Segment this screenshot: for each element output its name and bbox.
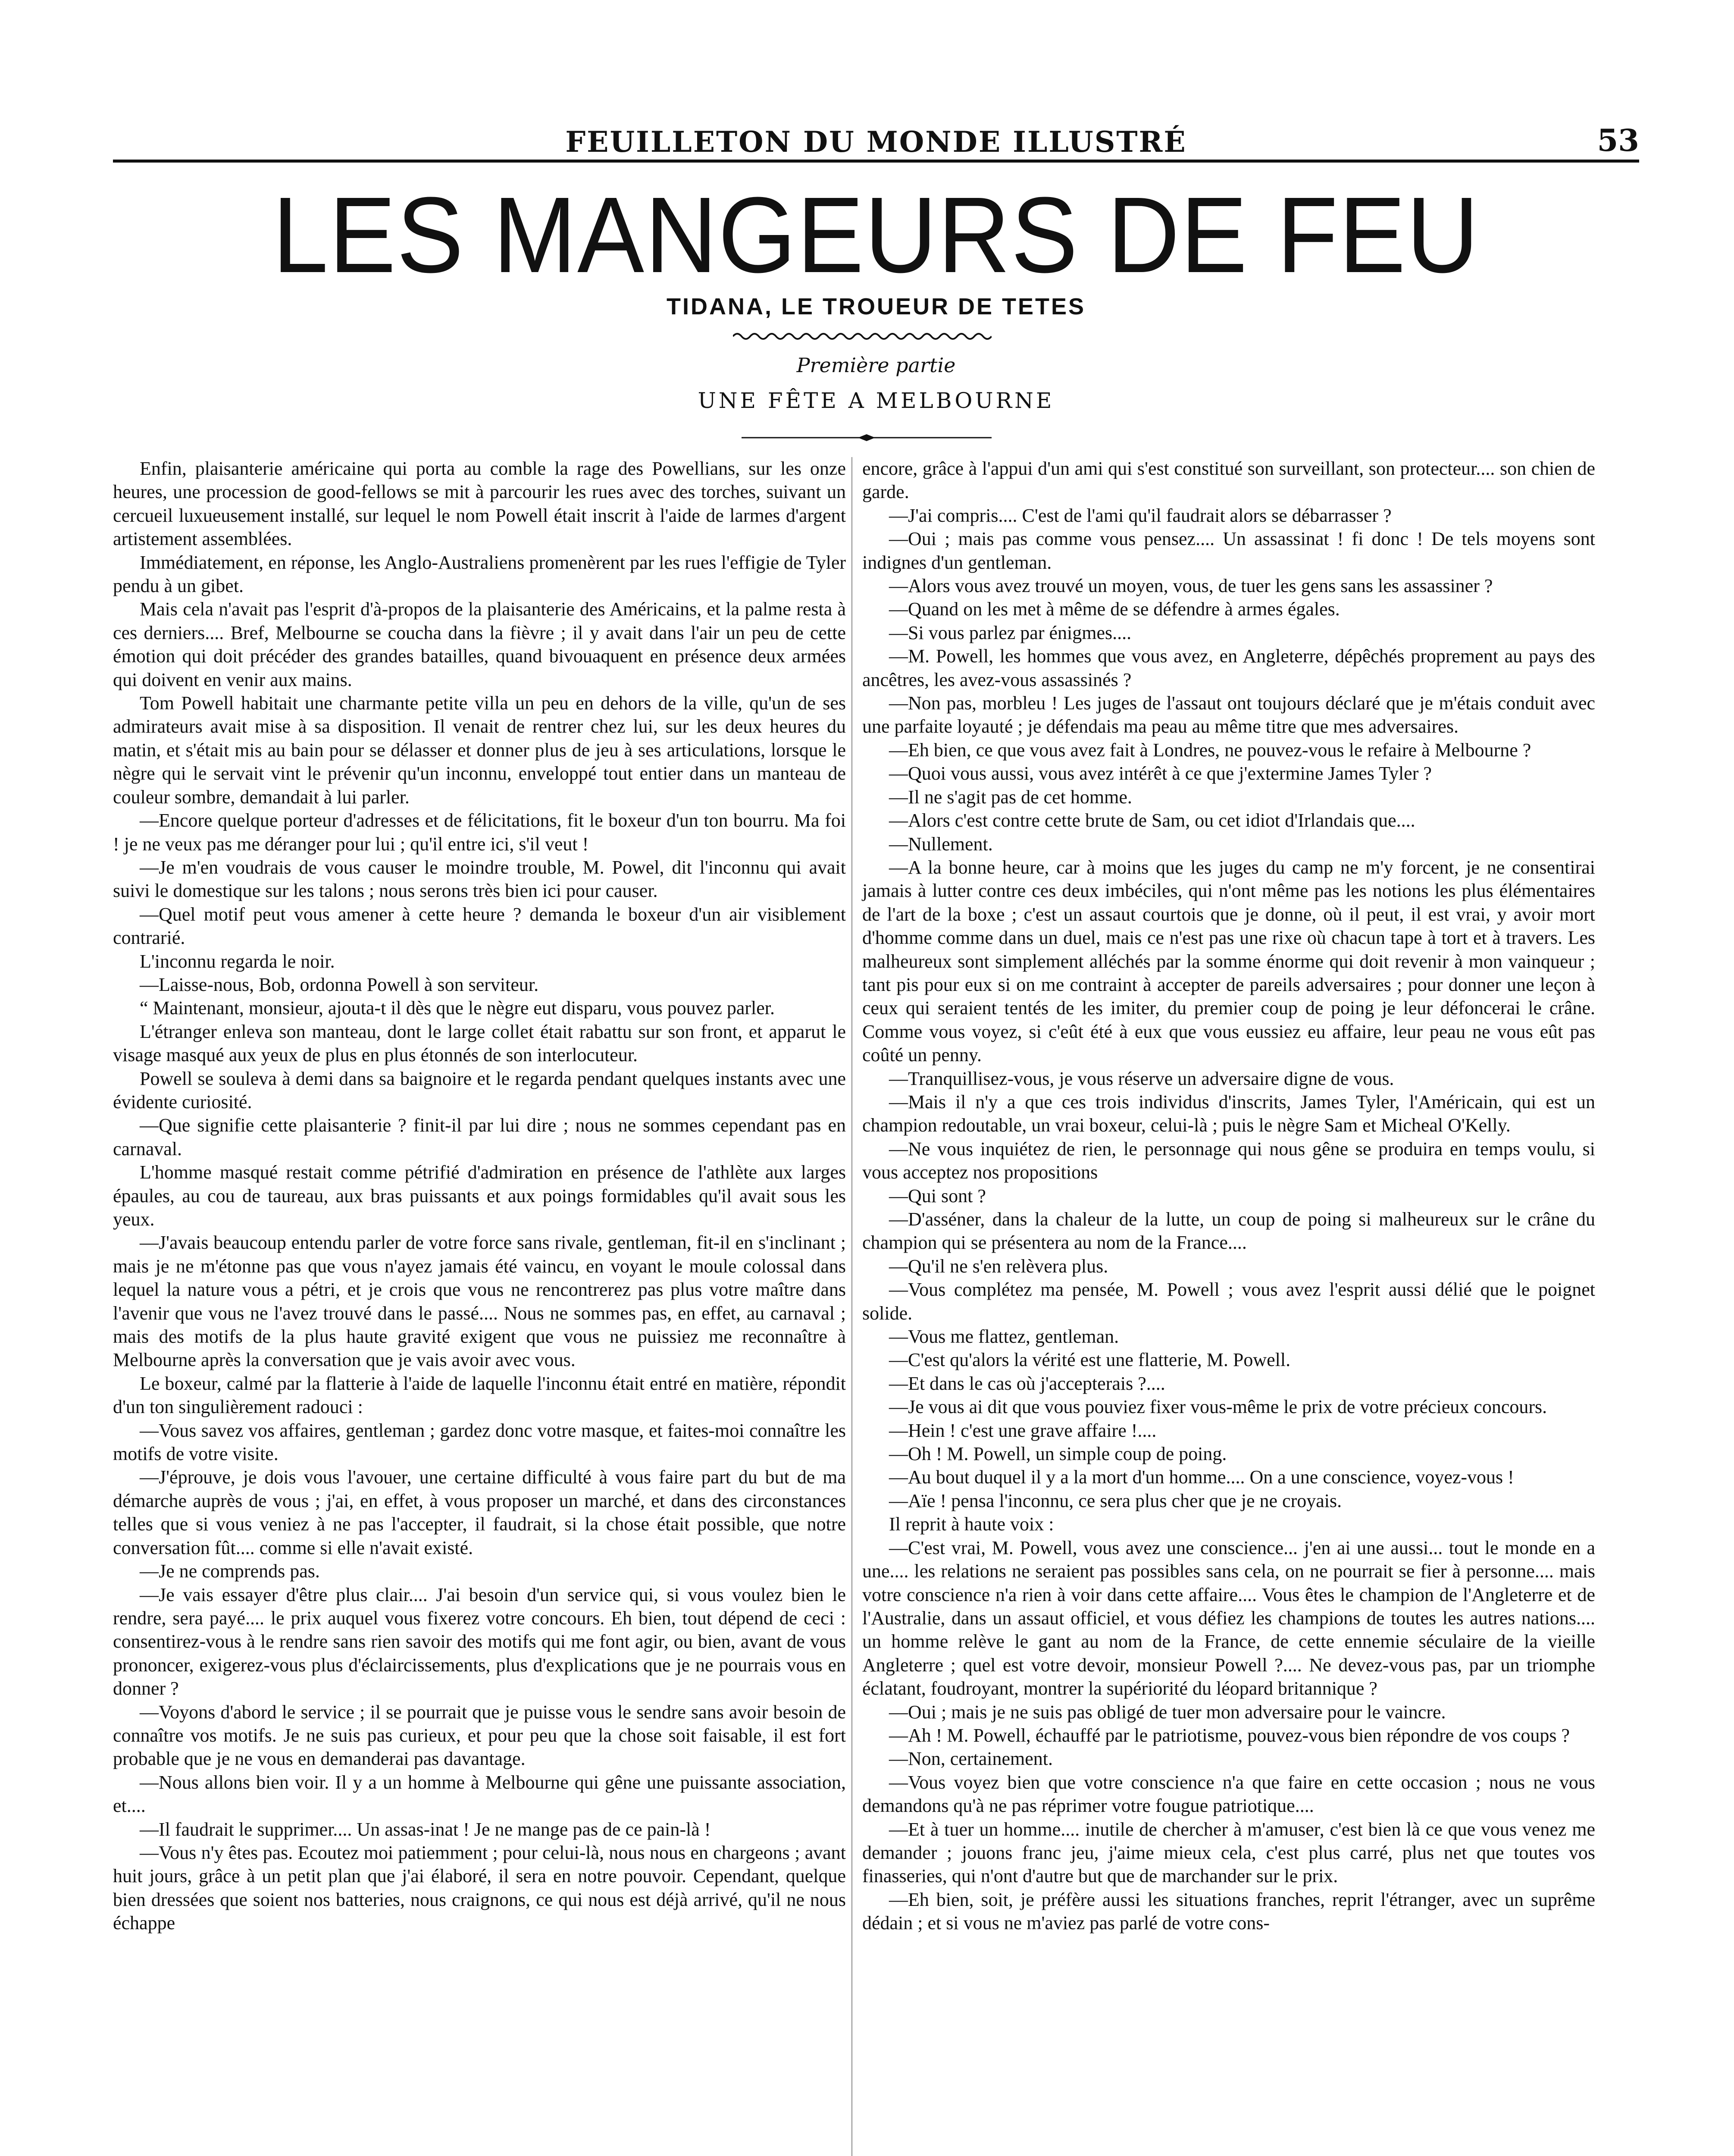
paragraph: —Qui sont ?: [889, 1185, 986, 1206]
paragraph: —Nullement.: [889, 833, 993, 855]
right-column: [862, 457, 1595, 1935]
paragraph: —Je vais essayer d'être plus clair.... J'ai besoin d'un service qui, si vous voulez bien le rendre, sera payé.... le prix auquel vous fixerez votre concours. Eh bien, tout dépend de ceci : consentirez-vous à le rendre sans rien savoir des motifs qui me font agir, ou bien, avant de vous prononcer, exigerez-vous plus d'éclaircissements, plus d'explications que je ne pourrais vous en donner ?: [113, 1584, 846, 1699]
paragraph: —A la bonne heure, car à moins que les juges du camp ne m'y forcent, je ne consentirai jamais à lutter contre ces deux imbéciles, qui n'ont même pas les notions les plus élémentaires de l'art de la boxe ; c'est un assaut courtois que je donne, où il peut, il est vrai, y avoir mort d'homme comme dans un duel, mais ce n'est pas une rixe où chacun tape à tort et à travers. Les malheureux sont simplement alléchés par la somme énorme qui doit revenir à mon vainqueur ; tant pis pour eux si on me contraint à accepter de pareils adversaires ; pour donner une leçon à ceux qui seraient tentés de les imiter, du premier coup de poing je leur défoncerai le crâne. Comme vous voyez, si c'eût été à eux que vous eussiez eu affaire, leur peau ne vous eût pas coûté un penny.: [862, 856, 1595, 1066]
paragraph: Il reprit à haute voix :: [889, 1514, 1054, 1535]
paragraph: —Que signifie cette plaisanterie ? finit-il par lui dire ; nous ne sommes cependant pas en carnaval.: [113, 1115, 846, 1159]
paragraph: —Tranquillisez-vous, je vous réserve un adversaire digne de vous.: [889, 1068, 1394, 1089]
paragraph: —Alors vous avez trouvé un moyen, vous, de tuer les gens sans les assassiner ?: [889, 575, 1493, 597]
paragraph: —Encore quelque porteur d'adresses et de félicitations, fit le boxeur d'un ton bourru. Ma foi ! je ne veux pas me déranger pour lui ; qu'il entre ici, s'il veut !: [113, 810, 846, 855]
paragraph: —Qu'il ne s'en relèvera plus.: [889, 1255, 1108, 1277]
running-header: [113, 122, 1639, 163]
paragraph: —Non, certainement.: [889, 1748, 1053, 1770]
paragraph: —Oui ; mais je ne suis pas obligé de tuer mon adversaire pour le vaincre.: [889, 1701, 1446, 1723]
section-title: UNE FÊTE A MELBOURNE: [698, 388, 1055, 413]
paragraph: —Laisse-nous, Bob, ordonna Powell à son serviteur.: [140, 974, 539, 995]
paragraph: —Oui ; mais pas comme vous pensez.... Un assassinat ! fi donc ! De tels moyens sont indignes d'un gentleman.: [862, 528, 1595, 573]
left-column: [113, 457, 846, 1935]
paragraph: —Au bout duquel il y a la mort d'un homme.... On a une conscience, voyez-vous !: [889, 1467, 1514, 1488]
paragraph: —Vous n'y êtes pas. Ecoutez moi patiemment ; pour celui-là, nous nous en chargeons ; avant huit jours, grâce à un petit plan que j'ai élaboré, il sera en notre pouvoir. Cependant, quelque bien dressées que soient nos batteries, nous craignons, ce qui nous est déjà arrivé, qu'il ne nous échappe: [113, 1842, 846, 1934]
paragraph: —Voyons d'abord le service ; il se pourrait que je puisse vous le sendre sans avoir besoin de connaître vos motifs. Je ne suis pas curieux, et pour peu que la chose soit faisable, il est fort probable que je ne vous en demanderai pas davantage.: [113, 1701, 846, 1770]
article-subtitle: TIDANA, LE TROUEUR DE TETES: [666, 294, 1086, 320]
article-title: LES MANGEURS DE FEU: [272, 175, 1480, 295]
paragraph: —Je m'en voudrais de vous causer le moindre trouble, M. Powel, dit l'inconnu qui avait suivi le domestique sur les talons ; nous serons très bien ici pour causer.: [113, 856, 846, 902]
paragraph: —Il faudrait le supprimer.... Un assas-inat ! Je ne mange pas de ce pain-là !: [140, 1818, 711, 1840]
wavy-divider: [733, 331, 992, 342]
column-divider: [851, 457, 852, 2156]
paragraph: —Eh bien, ce que vous avez fait à Londres, ne pouvez-vous le refaire à Melbourne ?: [889, 739, 1531, 761]
paragraph: —Vous savez vos affaires, gentleman ; gardez donc votre masque, et faites-moi connaître les motifs de votre visite.: [113, 1420, 846, 1465]
paragraph: —Il ne s'agit pas de cet homme.: [889, 786, 1132, 808]
paragraph: Le boxeur, calmé par la flatterie à l'aide de laquelle l'inconnu était entré en matière, répondit d'un ton singulièrement radouci :: [113, 1373, 846, 1418]
paragraph: —Et à tuer un homme.... inutile de chercher à m'amuser, c'est bien là ce que vous venez me demander ; jouons franc jeu, j'aime mieux cela, c'est plus carré, plus net que toutes vos finasseries, qui n'ont d'autre but que de marchander sur le prix.: [862, 1818, 1595, 1887]
paragraph: —Quel motif peut vous amener à cette heure ? demanda le boxeur d'un air visiblement contrarié.: [113, 903, 846, 949]
paragraph: —Quand on les met à même de se défendre à armes égales.: [889, 599, 1340, 620]
paragraph: —Si vous parlez par énigmes....: [889, 622, 1132, 643]
paragraph: —D'asséner, dans la chaleur de la lutte, un coup de poing si malheureux sur le crâne du champion qui se présentera au nom de la France....: [862, 1209, 1595, 1253]
paragraph: encore, grâce à l'appui d'un ami qui s'est constitué son surveillant, son protecteur.... son chien de garde.: [862, 458, 1595, 503]
paragraph: —Ah ! M. Powell, échauffé par le patriotisme, pouvez-vous bien répondre de vos coups ?: [889, 1724, 1570, 1746]
paragraph: —J'éprouve, je dois vous l'avouer, une certaine difficulté à vous faire part du but de ma démarche auprès de vous ; j'ai, en effet, à vous proposer un marché, et dans des circonstances telles que si vous veniez à ne pas l'accepter, il faudrait, si la chose était possible, que notre conversation fût.... comme si elle n'avait existé.: [113, 1467, 846, 1558]
paragraph: —J'ai compris.... C'est de l'ami qu'il faudrait alors se débarrasser ?: [889, 505, 1392, 526]
paragraph: —Nous allons bien voir. Il y a un homme à Melbourne qui gêne une puissante association, et....: [113, 1771, 846, 1817]
page-number: 53: [1597, 122, 1639, 158]
paragraph: —Oh ! M. Powell, un simple coup de poing.: [889, 1443, 1227, 1465]
paragraph: —Vous voyez bien que votre conscience n'a que faire en cette occasion ; nous ne vous demandons qu'à ne pas réprimer votre fougue patriotique....: [862, 1771, 1595, 1817]
paragraph: —Aïe ! pensa l'inconnu, ce sera plus cher que je ne croyais.: [889, 1490, 1342, 1511]
paragraph: —Non pas, morbleu ! Les juges de l'assaut ont toujours déclaré que je m'étais conduit avec une parfaite loyauté ; je défendais ma peau au même titre que mes adversaires.: [862, 693, 1595, 737]
paragraph: —Et dans le cas où j'accepterais ?....: [889, 1373, 1165, 1394]
paragraph: Tom Powell habitait une charmante petite villa un peu en dehors de la ville, qu'un de ses admirateurs avait mise à sa disposition. Il venait de rentrer chez lui, sur les deux heures du matin, et s'était mis au bain pour se délasser et donner plus de jeu à ses articulations, lorsque le nègre qui le servait vint le prévenir qu'un inconnu, enveloppé tout entier dans un manteau de couleur sombre, demandait à lui parler.: [113, 693, 846, 808]
paragraph: L'homme masqué restait comme pétrifié d'admiration en présence de l'athlète aux larges épaules, au cou de taureau, aux bras puissants et aux poings formidables qu'il avait sous les yeux.: [113, 1162, 846, 1230]
paragraph: Powell se souleva à demi dans sa baignoire et le regarda pendant quelques instants avec une évidente curiosité.: [113, 1068, 846, 1112]
paragraph: —Mais il n'y a que ces trois individus d'inscrits, James Tyler, l'Américain, qui est un champion redoutable, un vrai boxeur, celui-là ; puis le nègre Sam et Micheal O'Kelly.: [862, 1091, 1595, 1136]
paragraph: “ Maintenant, monsieur, ajouta-t il dès que le nègre eut disparu, vous pouvez parler.: [140, 997, 775, 1019]
paragraph: Enfin, plaisanterie américaine qui porta au comble la rage des Powellians, sur les onze heures, une procession de good-fellows se mit à parcourir les rues avec des torches, suivant un cercueil luxueusement installé, sur lequel le nom Powell était inscrit à l'aide de larmes d'argent artistement assemblées.: [113, 458, 846, 550]
paragraph: —Ne vous inquiétez de rien, le personnage qui nous gêne se produira en temps voulu, si vous acceptez nos propositions: [862, 1138, 1595, 1183]
paragraph: —Quoi vous aussi, vous avez intérêt à ce que j'extermine James Tyler ?: [889, 763, 1432, 784]
paragraph: —M. Powell, les hommes que vous avez, en Angleterre, dépêchés proprement au pays des ancêtres, les avez-vous assassinés ?: [862, 646, 1595, 690]
paragraph: —C'est vrai, M. Powell, vous avez une conscience... j'en ai une aussi... tout le monde en a une.... les relations ne seraient pas possibles sans cela, on ne pourrait se fier à personne.... mais votre conscience n'a rien à voir dans cette affaire.... Vous êtes le champion de l'Angleterre et de l'Australie, dans un assaut officiel, et vous défiez les champions de toutes les autres nations.... un homme relève le gant au nom de la France, de cette ennemie séculaire de la vieille Angleterre ; quel est votre devoir, monsieur Powell ?.... Ne devez-vous pas, par un triomphe éclatant, foudroyant, montrer la supériorité du léopard britannique ?: [862, 1537, 1595, 1699]
paragraph: —J'avais beaucoup entendu parler de votre force sans rivale, gentleman, fit-il en s'inclinant ; mais je ne m'étonne pas que vous n'ayez jamais été vaincu, en voyant le moule colossal dans lequel la nature vous a pétri, et je crois que vous ne rencontrerez pas plus votre maître dans l'avenir que vous ne l'avez trouvé dans le passé.... Nous ne sommes pas, en effet, au carnaval ; mais des motifs de la plus haute gravité exigent que vous ne puissiez me reconnaître à Melbourne après la conversation que je vais avoir avec vous.: [113, 1232, 846, 1371]
part-label: Première partie: [796, 354, 956, 377]
paragraph: L'étranger enleva son manteau, dont le large collet était rabattu sur son front, et apparut le visage masqué aux yeux de plus en plus étonnés de son interlocuteur.: [113, 1021, 846, 1066]
running-title: FEUILLETON DU MONDE ILLUSTRÉ: [565, 125, 1187, 159]
paragraph: —Hein ! c'est une grave affaire !....: [889, 1420, 1157, 1441]
paragraph: —Je vous ai dit que vous pouviez fixer vous-même le prix de votre précieux concours.: [889, 1396, 1547, 1418]
paragraph: —Vous me flattez, gentleman.: [889, 1326, 1119, 1348]
ornament-divider: [742, 433, 992, 442]
paragraph: —Eh bien, soit, je préfère aussi les situations franches, reprit l'étranger, avec un suprême dédain ; et si vous ne m'aviez pas parlé de votre cons-: [862, 1889, 1595, 1934]
paragraph: —C'est qu'alors la vérité est une flatterie, M. Powell.: [889, 1349, 1291, 1371]
paragraph: Mais cela n'avait pas l'esprit d'à-propos de la plaisanterie des Américains, et la palme resta à ces derniers.... Bref, Melbourne se coucha dans la fièvre ; il y avait dans l'air un peu de cette émotion qui doit précéder des grandes batailles, quand bivouaquent en présence deux armées qui doivent en venir aux mains.: [113, 599, 846, 690]
paragraph: Immédiatement, en réponse, les Anglo-Australiens promenèrent par les rues l'effigie de Tyler pendu à un gibet.: [113, 552, 846, 597]
paragraph: —Je ne comprends pas.: [140, 1561, 320, 1582]
paragraph: —Alors c'est contre cette brute de Sam, ou cet idiot d'Irlandais que....: [889, 810, 1415, 831]
paragraph: L'inconnu regarda le noir.: [140, 950, 335, 972]
paragraph: —Vous complétez ma pensée, M. Powell ; vous avez l'esprit aussi délié que le poignet solide.: [862, 1279, 1595, 1324]
